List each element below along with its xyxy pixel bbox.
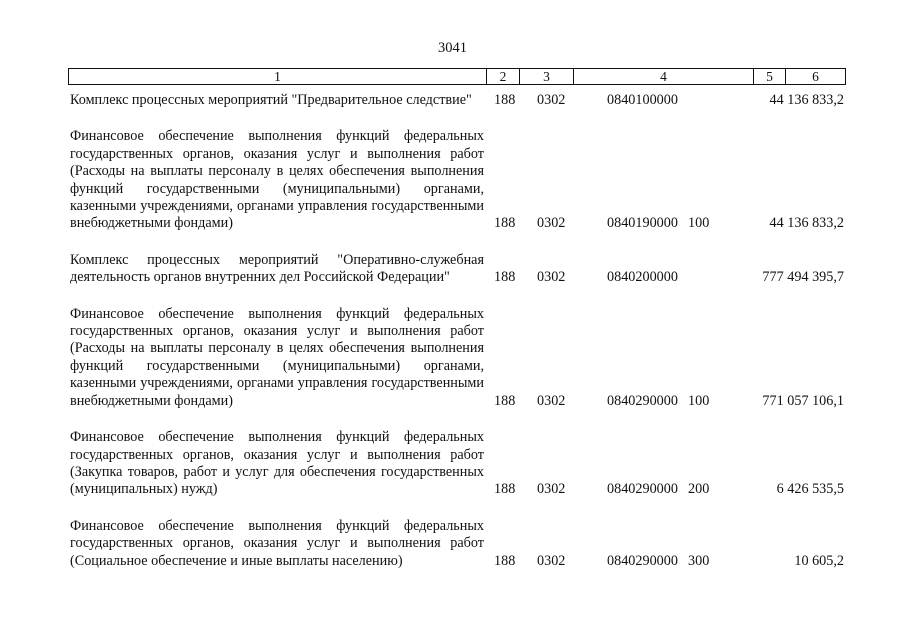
row-col-2: 188 xyxy=(494,552,516,569)
row-col-3: 0302 xyxy=(537,481,566,498)
row-col-5: 100 xyxy=(688,215,710,232)
row-col-3: 0302 xyxy=(537,269,566,286)
row-description: Финансовое обеспечение выполнения функций федеральных государственных органов, оказания услуг и выполнения работ (Закупка товаров, работ и услуг для обеспечения государственных (муниципальных) нужд) xyxy=(70,429,484,498)
row-col-5: 100 xyxy=(688,392,710,409)
table-header xyxy=(68,68,846,85)
row-col-2: 188 xyxy=(494,481,516,498)
header-col-2: 2 xyxy=(486,69,519,84)
row-col-3: 0302 xyxy=(537,92,566,109)
row-col-3: 0302 xyxy=(537,215,566,232)
header-col-3: 3 xyxy=(519,69,573,84)
header-col-1: 1 xyxy=(274,69,281,84)
row-col-2: 188 xyxy=(494,392,516,409)
row-col-5: 300 xyxy=(688,552,710,569)
row-col-6: 10 605,2 xyxy=(794,552,844,569)
row-col-2: 188 xyxy=(494,269,516,286)
row-description: Финансовое обеспечение выполнения функций федеральных государственных органов, оказания услуг и выполнения работ (Расходы на выплаты персоналу в целях обеспечения выполнения функций государственными (муниципальными) органами, казенными учреждениями, органами управления государственными внебюджетными фондами) xyxy=(70,128,484,232)
table-row xyxy=(70,518,846,570)
header-col-5: 5 xyxy=(753,69,785,84)
row-col-4: 0840190000 xyxy=(607,215,678,232)
row-col-6: 44 136 833,2 xyxy=(769,92,844,109)
row-description: Финансовое обеспечение выполнения функций федеральных государственных органов, оказания услуг и выполнения работ (Расходы на выплаты персоналу в целях обеспечения выполнения функций государственными (муниципальными) органами, казенными учреждениями, органами управления государственными внебюджетными фондами) xyxy=(70,305,484,409)
row-col-2: 188 xyxy=(494,215,516,232)
page-number: 3041 xyxy=(438,40,467,56)
row-col-3: 0302 xyxy=(537,552,566,569)
row-col-4: 0840290000 xyxy=(607,392,678,409)
header-col-4: 4 xyxy=(573,69,753,84)
row-col-4: 0840290000 xyxy=(607,481,678,498)
header-col-6: 6 xyxy=(785,69,845,84)
row-description: Комплекс процессных мероприятий "Предварительное следствие" xyxy=(70,92,472,108)
table-body xyxy=(70,92,846,570)
row-col-6: 6 426 535,5 xyxy=(776,481,844,498)
row-col-3: 0302 xyxy=(537,392,566,409)
row-col-6: 44 136 833,2 xyxy=(769,215,844,232)
table-row xyxy=(70,306,846,410)
row-col-6: 771 057 106,1 xyxy=(762,392,844,409)
table-row xyxy=(70,252,846,287)
row-description: Финансовое обеспечение выполнения функций федеральных государственных органов, оказания услуг и выполнения работ (Социальное обеспечение и иные выплаты населению) xyxy=(70,517,484,569)
row-col-4: 0840100000 xyxy=(607,92,678,109)
table-row xyxy=(70,128,846,232)
row-col-4: 0840200000 xyxy=(607,269,678,286)
table-row xyxy=(70,429,846,499)
row-col-4: 0840290000 xyxy=(607,552,678,569)
row-col-6: 777 494 395,7 xyxy=(762,269,844,286)
table-row xyxy=(70,92,846,109)
row-col-5: 200 xyxy=(688,481,710,498)
row-col-2: 188 xyxy=(494,92,516,109)
row-description: Комплекс процессных мероприятий "Оперативно-служебная деятельность органов внутренних дел Российской Федерации" xyxy=(70,251,484,286)
